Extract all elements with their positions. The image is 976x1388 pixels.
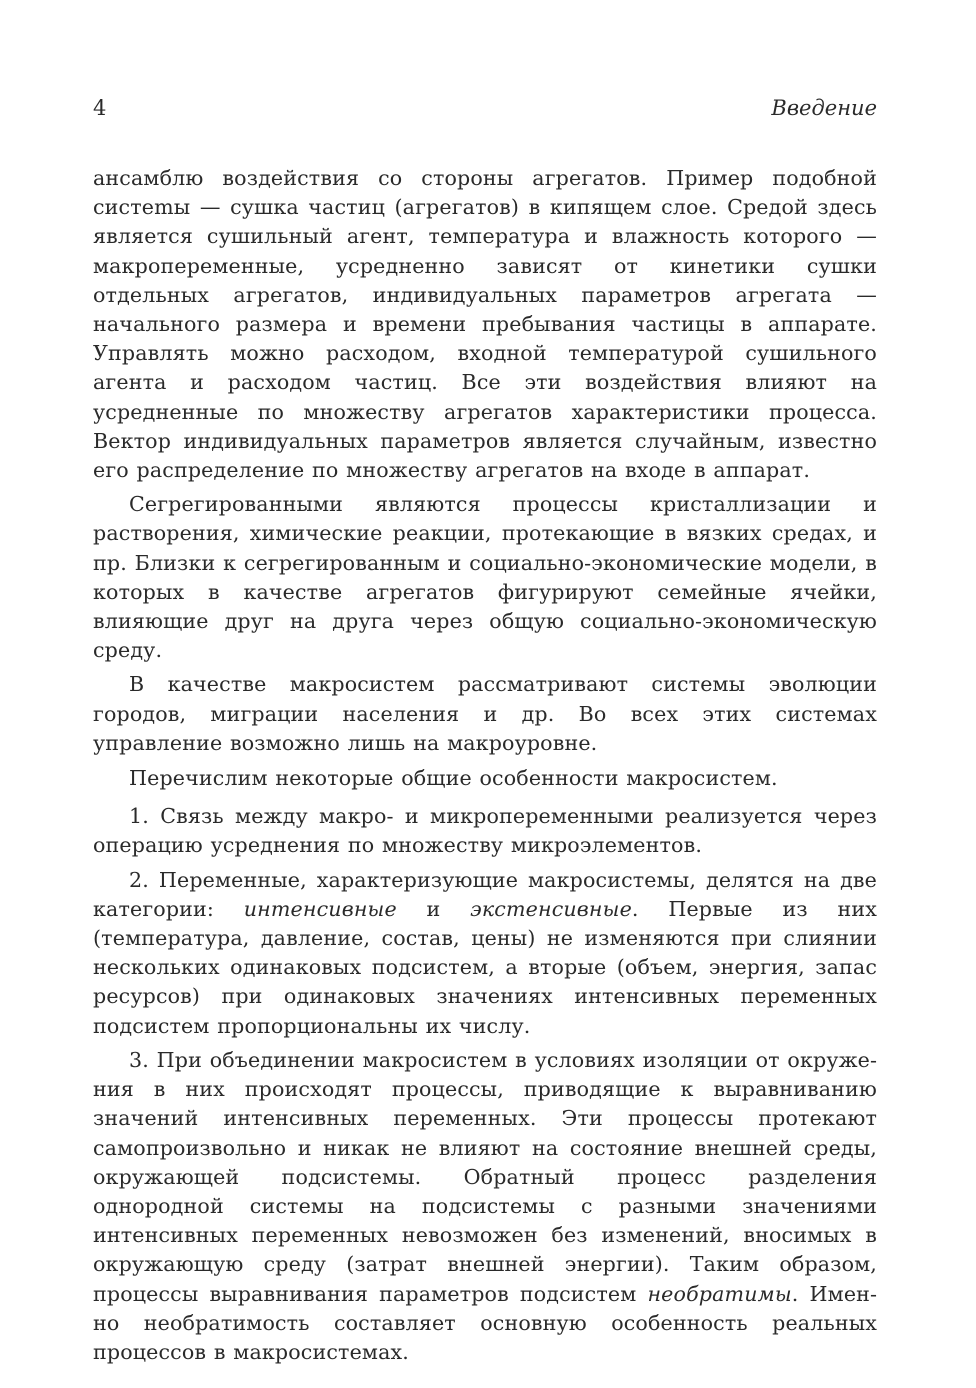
list-item-2-part2: и	[396, 896, 471, 921]
list-item-1: 1. Связь между макро- и микропеременными реализуется через операцию усреднения по множеству микроэлементов.	[93, 804, 877, 858]
list-item-2	[93, 866, 877, 1041]
term-intensive: интенсивные	[243, 896, 397, 921]
running-head	[93, 96, 877, 132]
paragraph-4: Перечислим некоторые общие особенности макросистем.	[129, 766, 778, 791]
list-item-2-part3: . Первые из них (температура, давление, состав, цены) не изменяются при слиянии нескольких одинаковых подсистем, а вторые (объем, энергия, запас ресурсов) при одинаковых значениях интенсивных переменных подсистем пропорциональны их числу.	[93, 896, 877, 1038]
list-item-3	[93, 1046, 877, 1367]
term-irreversible: необратимы	[647, 1281, 792, 1306]
page-number: 4	[93, 96, 107, 120]
paragraph-3: В качестве макросистем рассматривают системы эволюции городов, миграции населения и др. Во всех этих системах управление возможно лишь на макроуровне.	[93, 672, 877, 755]
body-text	[93, 164, 877, 1367]
term-extensive: экстенсивные	[470, 896, 632, 921]
list-item-3-part2: . Именно необратимость составляет основную особенность реальных процессов в макросистемах.	[93, 1281, 877, 1364]
list-item-2-part1: 2. Переменные, характеризующие макросистемы, делятся на две категории:	[93, 867, 877, 921]
book-page	[93, 96, 877, 1372]
paragraph-1: ансамблю воздействия со стороны агрегатов. Пример подобной систеmы — сушка частиц (агрегатов) в кипящем слое. Средой здесь является сушильный агент, температура и влажность которого — макропеременные, усредненно зависят от кинетики сушки отдельных агрегатов, индивидуальных параметров агрегата — начального размера и времени пребывания частицы в аппарате. Управлять можно расходом, входной температурой сушильного агента и расходом частиц. Все эти воздействия влияют на усредненные по множеству агрегатов характеристики процесса. Вектор индивидуальных параметров является случайным, известно его распределение по множеству агрегатов на входе в аппарат.	[93, 166, 877, 483]
paragraph-2: Сегрегированными являются процессы кристаллизации и растворения, химические реакции, протекающие в вязких средах, и пр. Близки к сегрегированным и социально-экономические модели, в которых в качестве агрегатов фигурируют семейные ячейки, влияющие друг на друга через общую социально-экономическую среду.	[93, 492, 877, 663]
section-title: Введение	[771, 96, 877, 120]
list-item-3-part1: 3. При объединении макросистем в условиях изоляции от окружения в них происходят процессы, приводящие к выравниванию значений интенсивных переменных. Эти процессы протекают самопроизвольно и никак не влияют на состояние внешней среды, окружающей подсистемы. Обратный процесс разделения однородной системы на подсистемы с разными значениями интенсивных переменных невозможен без изменений, вносимых в окружающую среду (затрат внешней энергии). Таким образом, процессы выравнивания параметров подсистем	[93, 1047, 877, 1306]
